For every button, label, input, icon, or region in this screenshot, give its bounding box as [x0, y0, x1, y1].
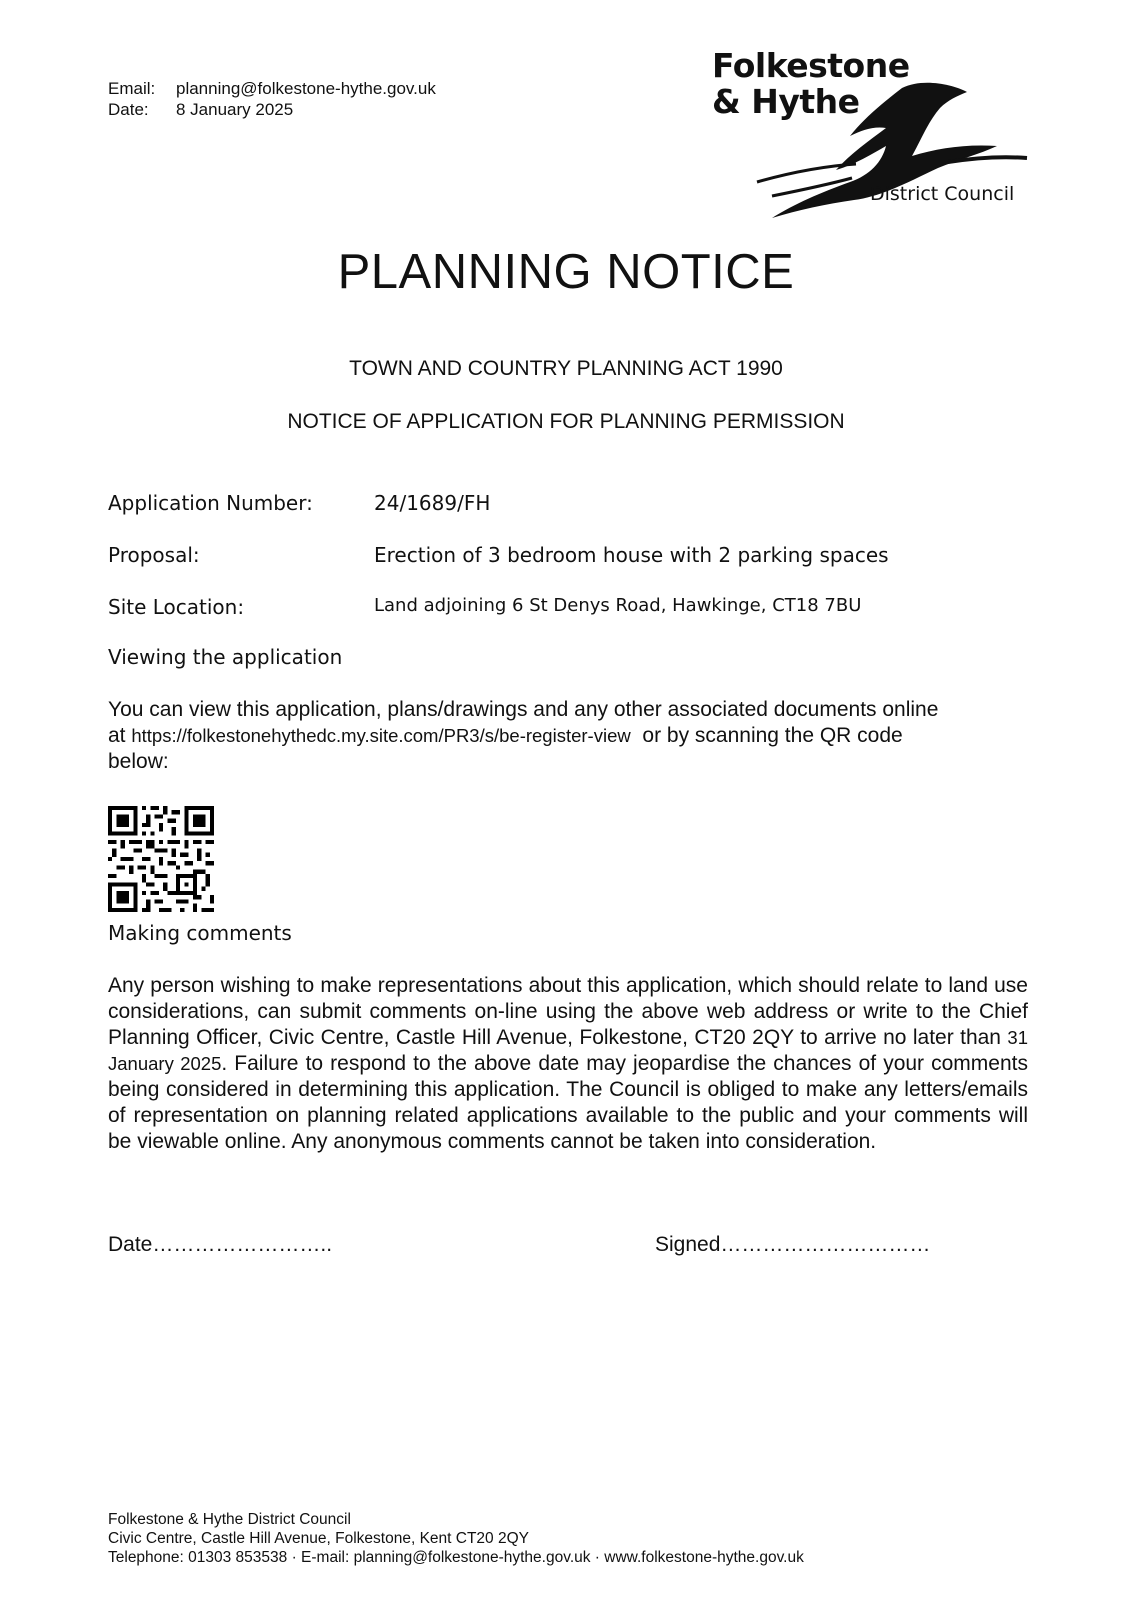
qr-code[interactable] [108, 806, 214, 912]
footer-address: Civic Centre, Castle Hill Avenue, Folkestone, Kent CT20 2QY [108, 1530, 529, 1547]
page-footer [108, 1510, 804, 1567]
notice-subtitle: NOTICE OF APPLICATION FOR PLANNING PERMISSION [287, 410, 845, 433]
proposal-label: Proposal: [108, 543, 200, 567]
logo-line-hythe: & Hythe [712, 82, 860, 121]
signature-date-line: Date…………………….. [108, 1233, 333, 1256]
header-block [108, 78, 436, 120]
viewing-line-2-prefix: at [108, 724, 126, 747]
application-number-label: Application Number: [108, 491, 313, 515]
header-email-row [108, 78, 436, 99]
page-title: PLANNING NOTICE [337, 245, 795, 299]
signature-signed-line: Signed………………………… [655, 1233, 931, 1256]
register-url-link[interactable]: https://folkestonehythedc.my.site.com/PR3/s/be-register-view [131, 725, 631, 746]
footer-org: Folkestone & Hythe District Council [108, 1511, 351, 1528]
comments-heading: Making comments [108, 921, 292, 945]
act-heading: TOWN AND COUNTRY PLANNING ACT 1990 [349, 357, 783, 380]
viewing-paragraph [108, 697, 1028, 775]
email-value[interactable]: planning@folkestone-hythe.gov.uk [176, 79, 436, 98]
viewing-line-2-suffix: or by scanning the QR code [642, 724, 903, 747]
viewing-line-2 [108, 723, 1028, 749]
council-logo [712, 48, 1032, 218]
date-label: Date: [108, 100, 149, 119]
footer-contact: Telephone: 01303 853538 · E-mail: planning@folkestone-hythe.gov.uk · www.folkestone-hythe.gov.uk [108, 1549, 804, 1566]
viewing-line-3: below: [108, 750, 169, 773]
viewing-line-1: You can view this application, plans/drawings and any other associated documents online [108, 698, 939, 721]
logo-line-district-council: District Council [870, 183, 1015, 205]
site-location-label: Site Location: [108, 595, 245, 619]
comments-text-part1: Any person wishing to make representations about this application, which should relate to land use considerations, can submit comments on-line using the above web address or write to the Chief Planning Officer, Civic Centre, Castle Hill Avenue, Folkestone, CT20 2QY to arrive no later than [108, 974, 1028, 1049]
application-number-value: 24/1689/FH [374, 491, 491, 515]
comments-text-part2: . Failure to respond to the above date may jeopardise the chances of your comments being considered in determining this application. The Council is obliged to make any letters/emails of representation on planning related applications available to the public and your comments will be viewable online. Any anonymous comments cannot be taken into consideration. [108, 1052, 1028, 1153]
date-value: 8 January 2025 [176, 100, 294, 119]
proposal-value: Erection of 3 bedroom house with 2 parking spaces [374, 543, 889, 567]
header-date-row [108, 99, 436, 120]
viewing-heading: Viewing the application [108, 645, 343, 669]
logo-line-folkestone: Folkestone [712, 46, 910, 85]
site-location-value: Land adjoining 6 St Denys Road, Hawkinge, CT18 7BU [374, 595, 862, 616]
comments-paragraph [108, 973, 1028, 1155]
comments-deadline: 31 January 2025 [108, 1027, 1028, 1074]
email-label: Email: [108, 79, 156, 98]
